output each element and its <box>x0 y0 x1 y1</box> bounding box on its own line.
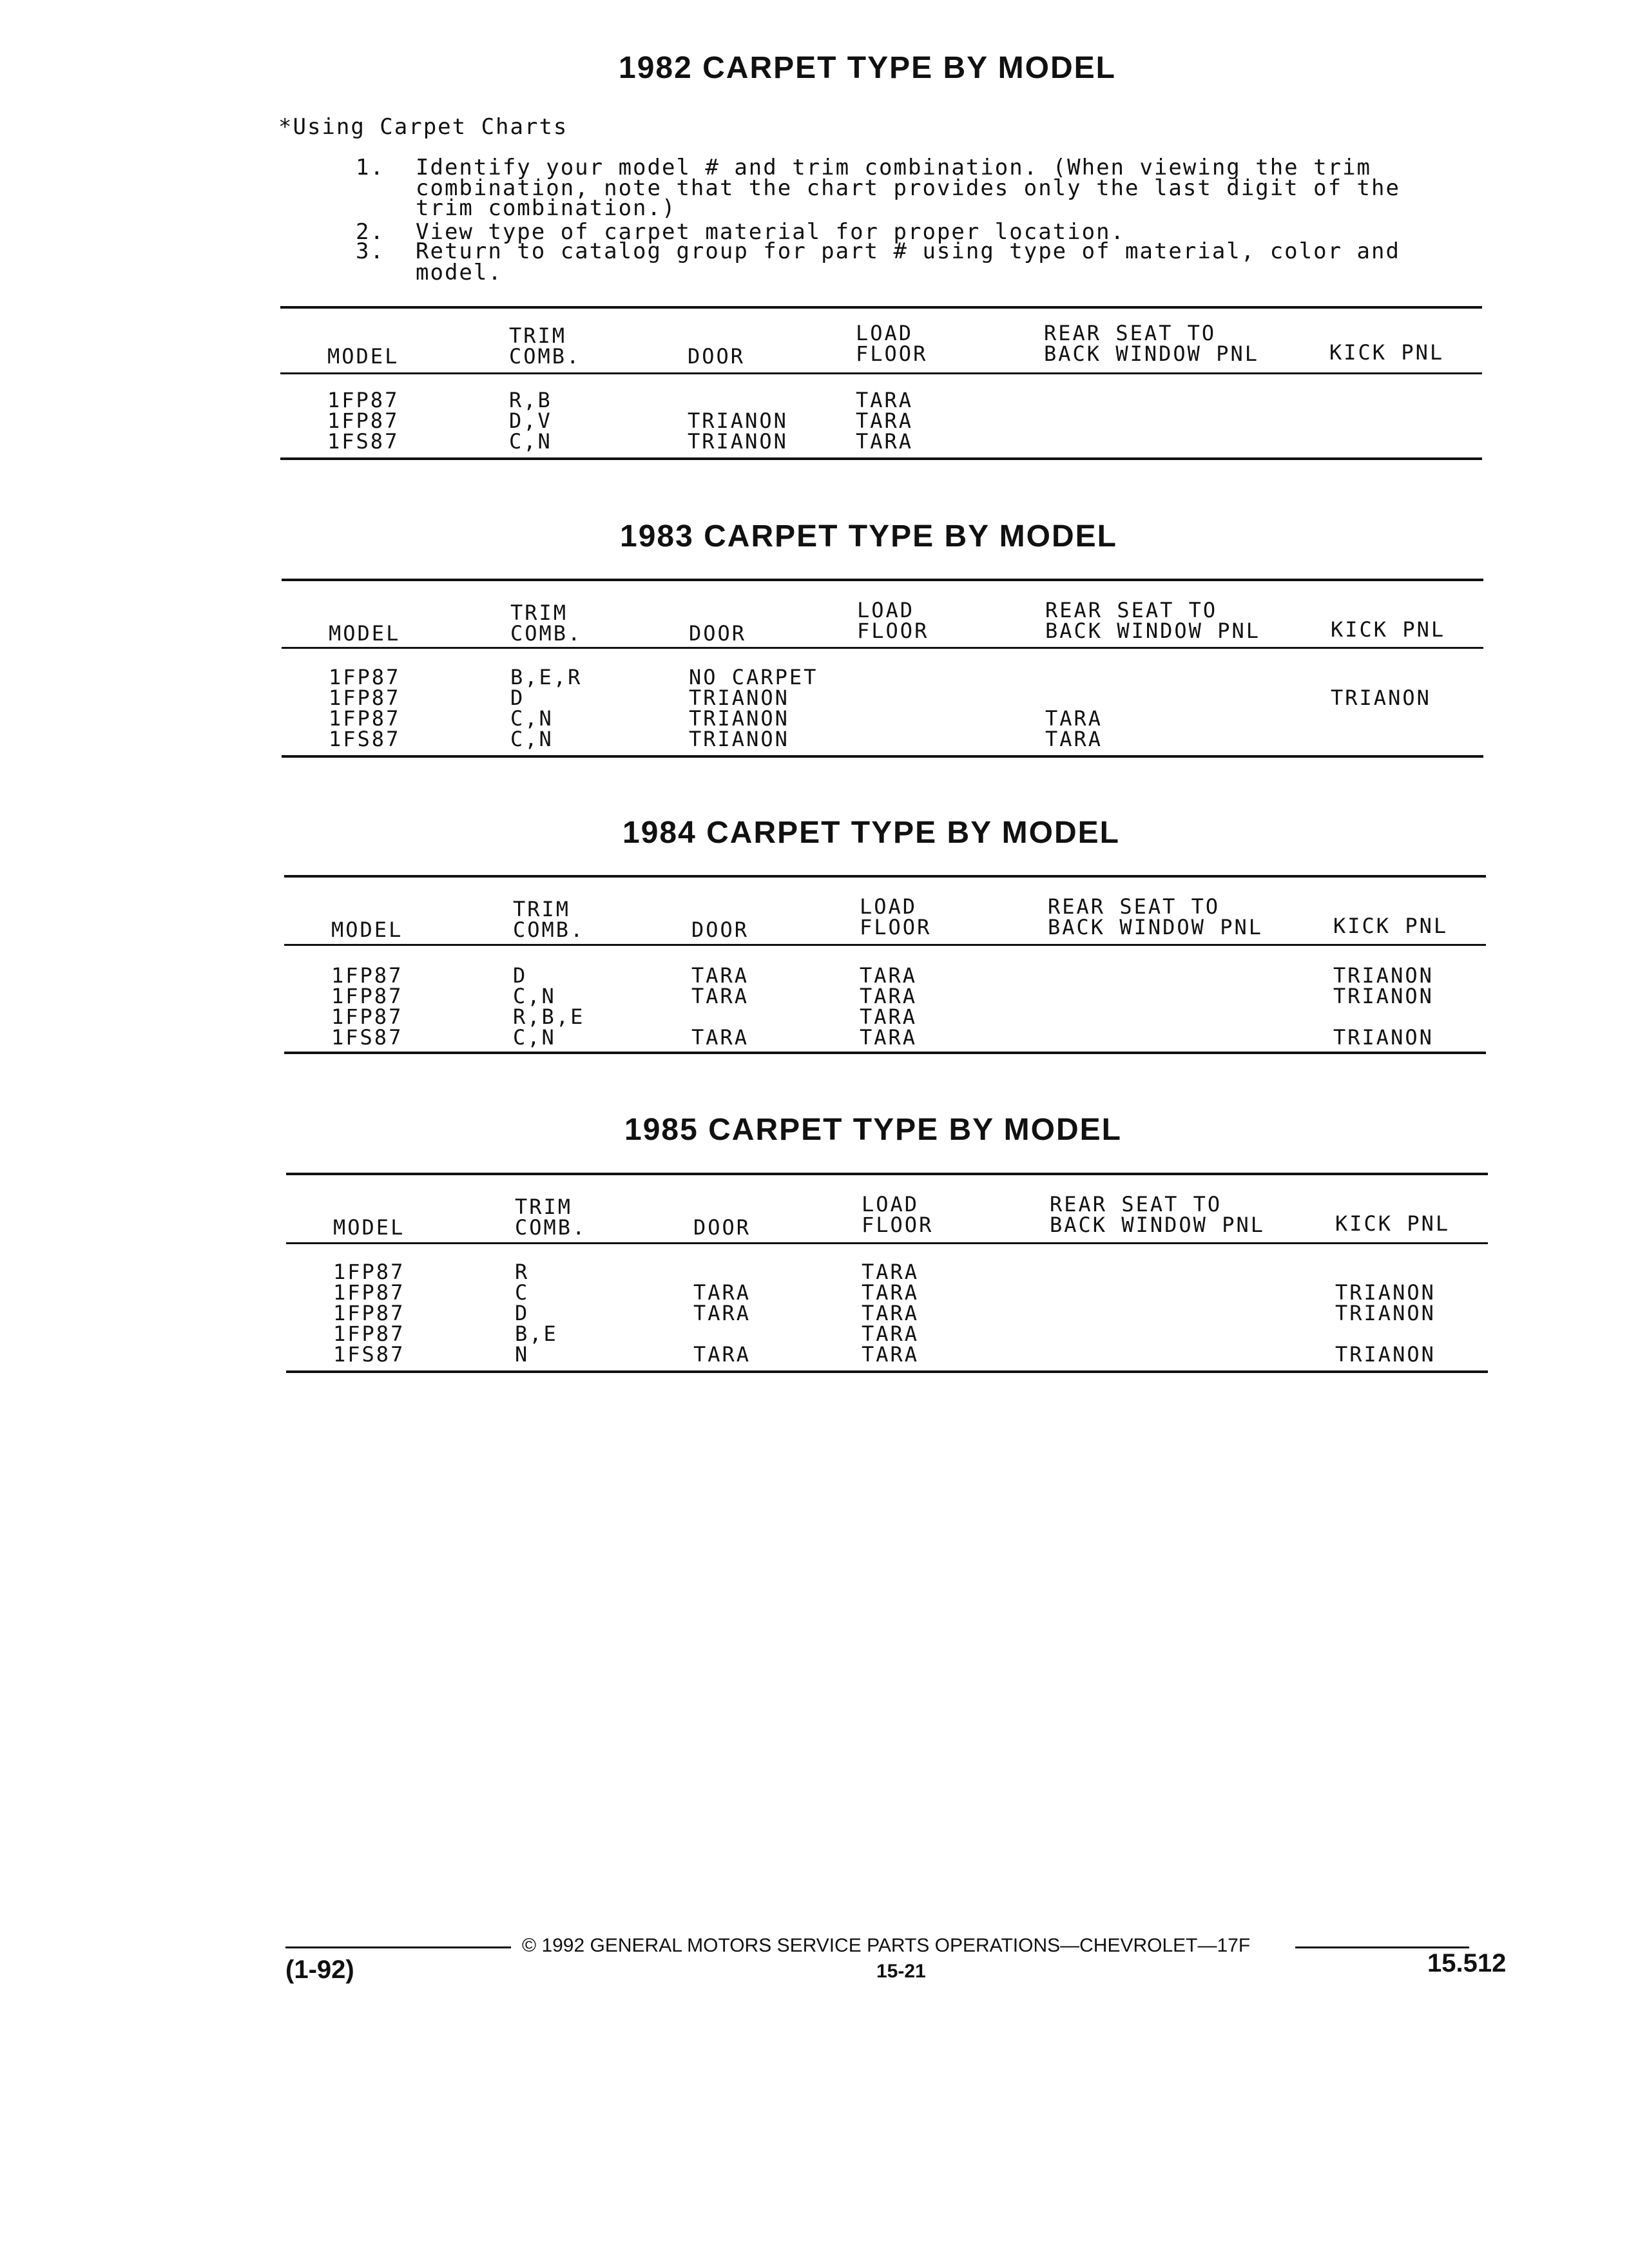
header-kick-panel: KICK PNL <box>1333 914 1449 938</box>
footer-section-number: 15.512 <box>1427 1949 1507 1977</box>
cell-trim: N <box>515 1342 530 1367</box>
header-trim: TRIM <box>513 897 571 921</box>
cell-load-floor: TARA <box>860 984 918 1008</box>
cell-model: 1FP87 <box>331 984 403 1008</box>
table-bottom-rule <box>284 1052 1486 1054</box>
table-title: 1982 CARPET TYPE BY MODEL <box>619 51 1116 85</box>
cell-trim: C <box>515 1280 530 1305</box>
cell-kick-panel: TRIANON <box>1335 1342 1436 1367</box>
cell-load-floor: TARA <box>862 1280 920 1305</box>
header-trim-comb: COMB. <box>515 1215 587 1240</box>
header-floor: FLOOR <box>857 619 929 643</box>
cell-trim: C,N <box>510 706 554 731</box>
cell-door: TRIANON <box>689 727 789 751</box>
table-top-rule <box>282 579 1483 581</box>
table-title: 1983 CARPET TYPE BY MODEL <box>620 519 1117 553</box>
cell-trim: R <box>515 1260 530 1284</box>
header-model: MODEL <box>327 344 400 369</box>
cell-door: TARA <box>691 1025 749 1050</box>
cell-load-floor: TARA <box>862 1301 920 1325</box>
cell-model: 1FP87 <box>333 1280 405 1305</box>
cell-kick-panel: TRIANON <box>1331 686 1431 710</box>
step-text: View type of carpet material for proper location. <box>416 219 1126 245</box>
table-bottom-rule <box>282 755 1483 758</box>
cell-model: 1FS87 <box>327 429 400 454</box>
footer-rule-right <box>1295 1946 1469 1948</box>
header-rule <box>286 1242 1488 1244</box>
cell-model: 1FP87 <box>333 1301 405 1325</box>
header-door: DOOR <box>693 1215 751 1240</box>
cell-door: TARA <box>693 1342 751 1367</box>
cell-trim: R,B <box>509 388 552 412</box>
header-back-window: BACK WINDOW PNL <box>1045 619 1260 643</box>
cell-model: 1FP87 <box>331 963 403 988</box>
cell-load-floor: TARA <box>856 388 914 412</box>
cell-load-floor: TARA <box>860 963 918 988</box>
cell-door: TARA <box>691 984 749 1008</box>
cell-model: 1FP87 <box>327 388 400 412</box>
cell-load-floor: TARA <box>862 1260 920 1284</box>
header-load: LOAD <box>860 894 918 919</box>
header-back-window: BACK WINDOW PNL <box>1050 1213 1265 1237</box>
cell-door: NO CARPET <box>689 665 818 689</box>
header-rear-seat: REAR SEAT TO <box>1045 598 1218 622</box>
header-kick-panel: KICK PNL <box>1329 340 1445 365</box>
cell-kick-panel: TRIANON <box>1333 963 1434 988</box>
header-door: DOOR <box>688 344 746 369</box>
header-load: LOAD <box>856 321 914 345</box>
cell-load-floor: TARA <box>860 1004 918 1029</box>
cell-door: TARA <box>693 1280 751 1305</box>
table-bottom-rule <box>286 1370 1488 1373</box>
cell-load-floor: TARA <box>860 1025 918 1050</box>
header-floor: FLOOR <box>856 341 928 366</box>
footer-rule-left <box>285 1946 511 1948</box>
table-top-rule <box>284 875 1486 878</box>
table-top-rule <box>286 1173 1488 1175</box>
cell-trim: B,E,R <box>510 665 583 689</box>
header-floor: FLOOR <box>862 1213 934 1237</box>
cell-kick-panel: TRIANON <box>1333 1025 1434 1050</box>
header-rule <box>280 372 1482 374</box>
cell-model: 1FS87 <box>333 1342 405 1367</box>
cell-model: 1FP87 <box>333 1321 405 1346</box>
footer-copyright: © 1992 GENERAL MOTORS SERVICE PARTS OPERATIONS—CHEVROLET—17F <box>522 1935 1251 1956</box>
header-rear-seat: REAR SEAT TO <box>1044 321 1217 345</box>
header-back-window: BACK WINDOW PNL <box>1044 341 1259 366</box>
cell-trim: R,B,E <box>513 1004 585 1029</box>
cell-trim: C,N <box>513 984 556 1008</box>
header-model: MODEL <box>333 1215 405 1240</box>
cell-kick-panel: TRIANON <box>1335 1301 1436 1325</box>
cell-model: 1FS87 <box>331 1025 403 1050</box>
cell-load-floor: TARA <box>856 429 914 454</box>
cell-model: 1FP87 <box>329 706 401 731</box>
cell-door: TRIANON <box>689 686 789 710</box>
cell-rear-seat: TARA <box>1045 727 1103 751</box>
step-number: 1. <box>356 155 385 180</box>
header-rear-seat: REAR SEAT TO <box>1048 894 1220 919</box>
intro-heading: *Using Carpet Charts <box>278 114 568 140</box>
cell-load-floor: TARA <box>862 1321 920 1346</box>
header-model: MODEL <box>331 918 403 942</box>
header-load: LOAD <box>857 598 915 622</box>
step-text: Identify your model # and trim combination. (When viewing the trim <box>416 155 1372 180</box>
cell-model: 1FP87 <box>333 1260 405 1284</box>
step-number: 3. <box>356 238 385 264</box>
cell-trim: D,V <box>509 408 552 433</box>
header-model: MODEL <box>329 621 401 646</box>
cell-door: TRIANON <box>688 408 788 433</box>
cell-kick-panel: TRIANON <box>1333 984 1434 1008</box>
table-title: 1984 CARPET TYPE BY MODEL <box>622 816 1120 850</box>
header-trim-comb: COMB. <box>510 621 583 646</box>
table-top-rule <box>280 306 1482 309</box>
cell-rear-seat: TARA <box>1045 706 1103 731</box>
header-trim-comb: COMB. <box>513 918 585 942</box>
cell-model: 1FS87 <box>329 727 401 751</box>
header-trim: TRIM <box>509 323 567 348</box>
table-bottom-rule <box>280 457 1482 460</box>
cell-model: 1FP87 <box>329 686 401 710</box>
cell-door: TARA <box>693 1301 751 1325</box>
footer-date: (1-92) <box>285 1956 354 1984</box>
header-trim: TRIM <box>515 1195 573 1219</box>
cell-door: TRIANON <box>689 706 789 731</box>
cell-trim: D <box>513 963 528 988</box>
header-kick-panel: KICK PNL <box>1335 1211 1451 1236</box>
cell-trim: C,N <box>509 429 552 454</box>
header-load: LOAD <box>862 1192 920 1216</box>
cell-load-floor: TARA <box>856 408 914 433</box>
cell-trim: C,N <box>513 1025 556 1050</box>
header-trim: TRIM <box>510 601 568 625</box>
header-kick-panel: KICK PNL <box>1331 617 1446 642</box>
table-title: 1985 CARPET TYPE BY MODEL <box>624 1113 1122 1147</box>
header-door: DOOR <box>691 918 749 942</box>
cell-kick-panel: TRIANON <box>1335 1280 1436 1305</box>
cell-trim: B,E <box>515 1321 558 1346</box>
footer-page-number: 15-21 <box>876 1961 926 1982</box>
step-text: trim combination.) <box>416 195 677 221</box>
cell-door: TARA <box>691 963 749 988</box>
header-floor: FLOOR <box>860 915 932 939</box>
step-text: combination, note that the chart provides only the last digit of the <box>416 175 1400 201</box>
cell-model: 1FP87 <box>329 665 401 689</box>
header-trim-comb: COMB. <box>509 344 581 369</box>
step-number: 2. <box>356 219 385 245</box>
cell-trim: D <box>510 686 525 710</box>
cell-trim: D <box>515 1301 530 1325</box>
header-rule <box>282 647 1483 649</box>
cell-load-floor: TARA <box>862 1342 920 1367</box>
cell-model: 1FP87 <box>327 408 400 433</box>
cell-model: 1FP87 <box>331 1004 403 1029</box>
header-back-window: BACK WINDOW PNL <box>1048 915 1263 939</box>
cell-trim: C,N <box>510 727 554 751</box>
step-text: Return to catalog group for part # using type of material, color and <box>416 238 1400 264</box>
header-rear-seat: REAR SEAT TO <box>1050 1192 1222 1216</box>
header-rule <box>284 944 1486 946</box>
step-text: model. <box>416 260 503 285</box>
cell-door: TRIANON <box>688 429 788 454</box>
header-door: DOOR <box>689 621 747 646</box>
